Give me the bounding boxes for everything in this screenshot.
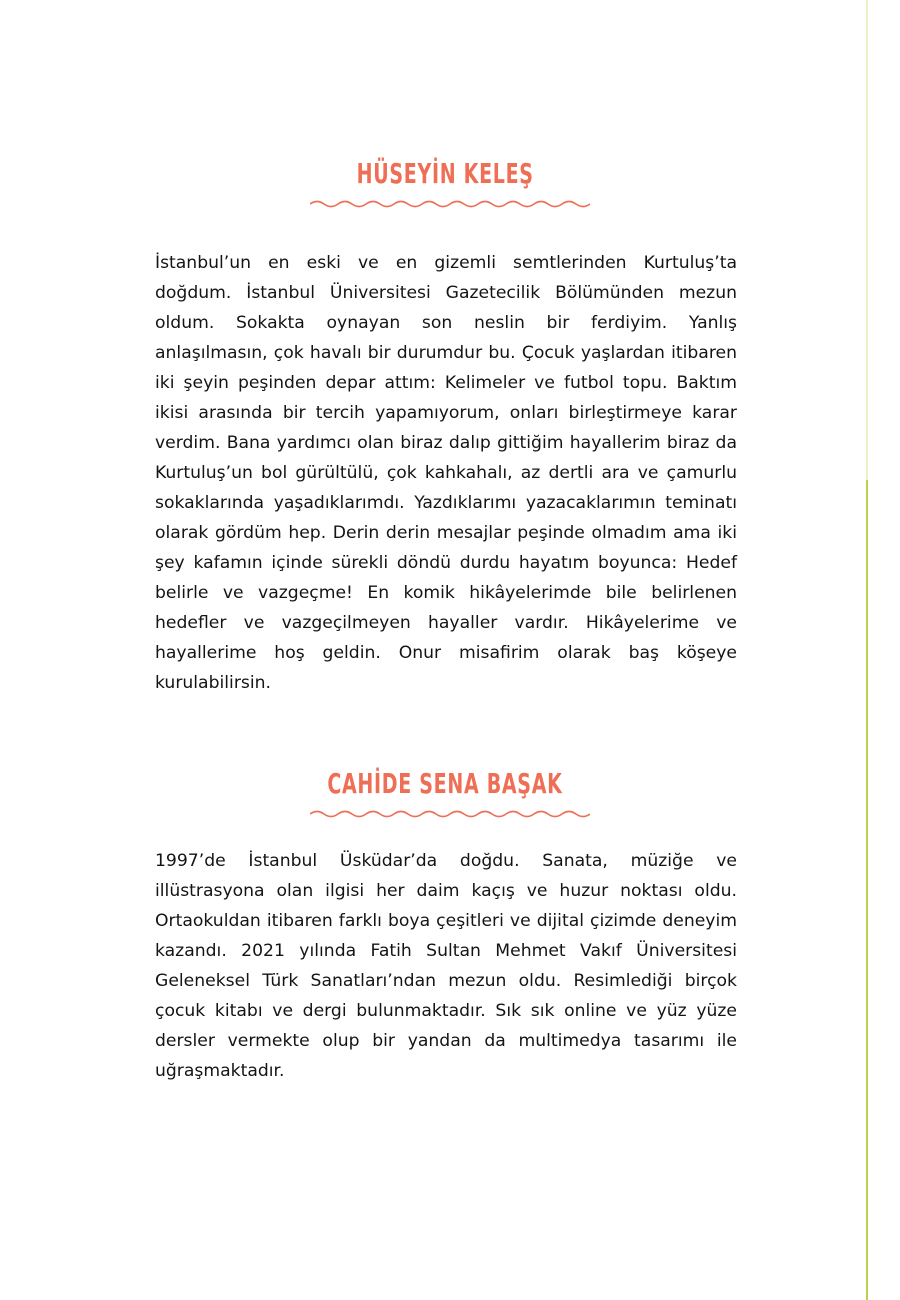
author-section-huseyin-keles bbox=[155, 150, 735, 698]
author-bio bbox=[155, 846, 737, 1086]
author-heading-wrap bbox=[155, 760, 735, 808]
wavy-underline-icon bbox=[310, 808, 590, 818]
author-bio bbox=[155, 248, 737, 698]
author-heading-wrap bbox=[155, 150, 735, 198]
author-name-heading: HÜSEYİN KELEŞ bbox=[356, 157, 534, 190]
author-bio-text: 1997’de İstanbul Üsküdar’da doğdu. Sanata, müziğe ve illüstrasyona olan ilgisi her daim kaçış ve huzur noktası oldu. Ortaokuldan itibaren farklı boya çeşitleri ve dijital çizimde deneyim kazandı. 2021 yılında Fatih Sultan Mehmet Vakıf Üniversitesi Geleneksel Türk Sanatları’ndan mezun oldu. Resimlediği birçok çocuk kitabı ve dergi bulunmaktadır. Sık sık online ve yüz yüze dersler vermekte olup bir yandan da multimedya tasarımı ile uğraşmaktadır. bbox=[155, 851, 737, 1081]
author-bio-text: İstanbul’un en eski ve en gizemli semtlerinden Kurtuluş’ta doğdum. İstanbul Üniversitesi Gazetecilik Bölümünden mezun oldum. Sokakta oynayan son neslin bir ferdiyim. Yanlış anlaşılmasın, çok havalı bir durumdur bu. Çocuk yaşlardan itibaren iki şeyin peşinden depar attım: Kelimeler ve futbol topu. Baktım ikisi arasında bir tercih yapamıyorum, onları birleştirmeye karar verdim. Bana yardımcı olan biraz dalıp gittiğim hayallerim biraz da Kurtuluş’un bol gürültülü, çok kahkahalı, az dertli ara ve çamurlu sokaklarında yaşadıklarımdı. Yazdıklarımı yazacaklarımın teminatı olarak gördüm hep. Derin derin mesajlar peşinde olmadım ama iki şey kafamın içinde sürekli döndü durdu hayatım boyunca: Hedef belirle ve vazgeçme! En komik hikâyelerimde bile belirlenen hedefler ve vazgeçilmeyen hayaller vardır. Hikâyelerime ve hayallerime hoş geldin. Onur misafirim olarak baş köşeye kurulabilirsin. bbox=[155, 253, 737, 693]
author-name-heading: CAHİDE SENA BAŞAK bbox=[327, 767, 563, 800]
page-edge-line bbox=[866, 480, 868, 1300]
author-section-cahide-sena-basak bbox=[155, 760, 735, 1086]
wavy-underline-icon bbox=[310, 198, 590, 208]
page-edge-line-top bbox=[866, 0, 868, 480]
